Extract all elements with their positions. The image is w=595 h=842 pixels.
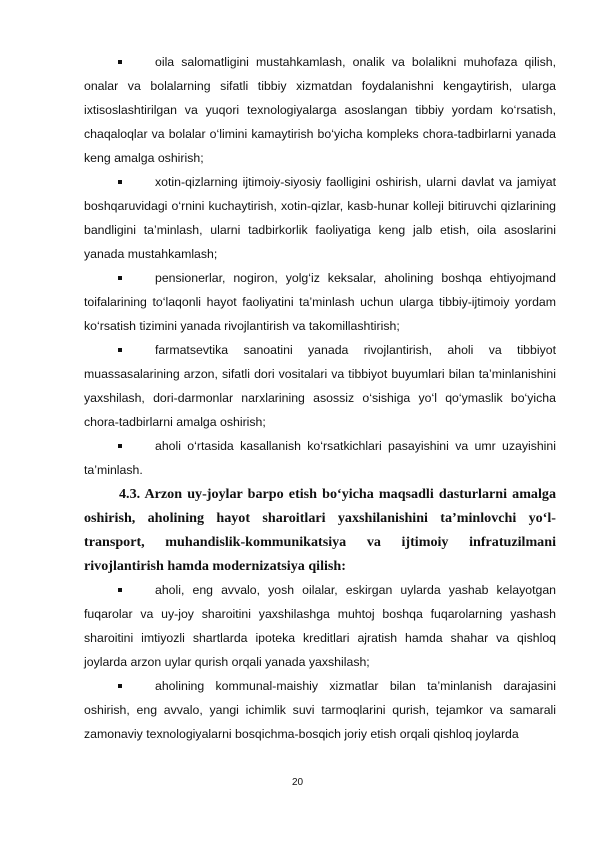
bullet-icon: [118, 588, 122, 592]
page-number: 20: [291, 777, 304, 788]
bullet-icon: [118, 444, 122, 448]
list-item-text: aholi, eng avvalo, yosh oilalar, eskirgan uylarda yashab kelayotgan fuqarolar va uy-joy sharoitini yaxshilashga muhtoj boshqa fuqarolarning yashash sharoitini imtiyozli shartlarda ipoteka kreditlari ajratish hamda shahar va qishloq joylarda arzon uylar qurish orqali yanada yaxshilash;: [84, 583, 556, 669]
list-item: [84, 578, 556, 674]
list-item-text: aholining kommunal-maishiy xizmatlar bilan ta’minlanish darajasini oshirish, eng avvalo, yangi ichimlik suvi tarmoqlarini qurish, tejamkor va samarali zamonaviy texnologiyalarni bosqichma-bosqich joriy etish orqali qishloq joylarda: [84, 679, 556, 741]
list-item-text: farmatsevtika sanoatini yanada rivojlantirish, aholi va tibbiyot muassasalarining arzon, sifatli dori vositalari va tibbiyot buyumlari bilan ta’minlanishini yaxshilash, dori-darmonlar narxlarining asossiz o‘sishiga yo‘l qo‘ymaslik bo‘yicha chora-tadbirlarni amalga oshirish;: [84, 343, 556, 429]
bullet-icon: [118, 180, 122, 184]
section-heading: 4.3. Arzon uy-joylar barpo etish bo‘yicha maqsadli dasturlarni amalga oshirish, aholining hayot sharoitlari yaxshilanishini ta’minlovchi yo‘l-transport, muhandislik-kommunikatsiya va ijtimoiy infratuzilmani rivojlantirish hamda modernizatsiya qilish:: [84, 486, 556, 574]
list-item-text: xotin-qizlarning ijtimoiy-siyosiy faolligini oshirish, ularni davlat va jamiyat boshqaruvidagi o‘rnini kuchaytirish, xotin-qizlar, kasb-hunar kolleji bitiruvchi qizlarining bandligini ta’minlash, ularni tadbirkorlik faoliyatiga keng jalb etish, oila asoslarini yanada mustahkamlash;: [84, 175, 556, 261]
list-item: [84, 266, 556, 338]
document-page: [84, 50, 556, 746]
bullet-icon: [118, 684, 122, 688]
list-item: [84, 338, 556, 434]
list-item: [84, 170, 556, 266]
list-item: [84, 50, 556, 170]
bullet-icon: [118, 60, 122, 64]
list-item-text: pensionerlar, nogiron, yolg‘iz keksalar, aholining boshqa ehtiyojmand toifalarining to‘laqonli hayot faoliyatini ta’minlash uchun ularga tibbiy-ijtimoiy yordam ko‘rsatish tizimini yanada rivojlantirish va takomillashtirish;: [84, 271, 556, 333]
list-item-text: oila salomatligini mustahkamlash, onalik va bolalikni muhofaza qilish, onalar va bolalarning sifatli tibbiy xizmatdan foydalanishni kengaytirish, ularga ixtisoslashtirilgan va yuqori texnologiyalarga asoslangan tibbiy yordam ko‘rsatish, chaqaloqlar va bolalar o‘limini kamaytirish bo‘yicha kompleks chora-tadbirlarni yanada keng amalga oshirish;: [84, 55, 556, 165]
bullet-icon: [118, 348, 122, 352]
bullet-icon: [118, 276, 122, 280]
list-item-text: aholi o‘rtasida kasallanish ko‘rsatkichlari pasayishini va umr uzayishini ta’minlash.: [84, 439, 556, 477]
list-item: [84, 434, 556, 482]
list-item: [84, 674, 556, 746]
